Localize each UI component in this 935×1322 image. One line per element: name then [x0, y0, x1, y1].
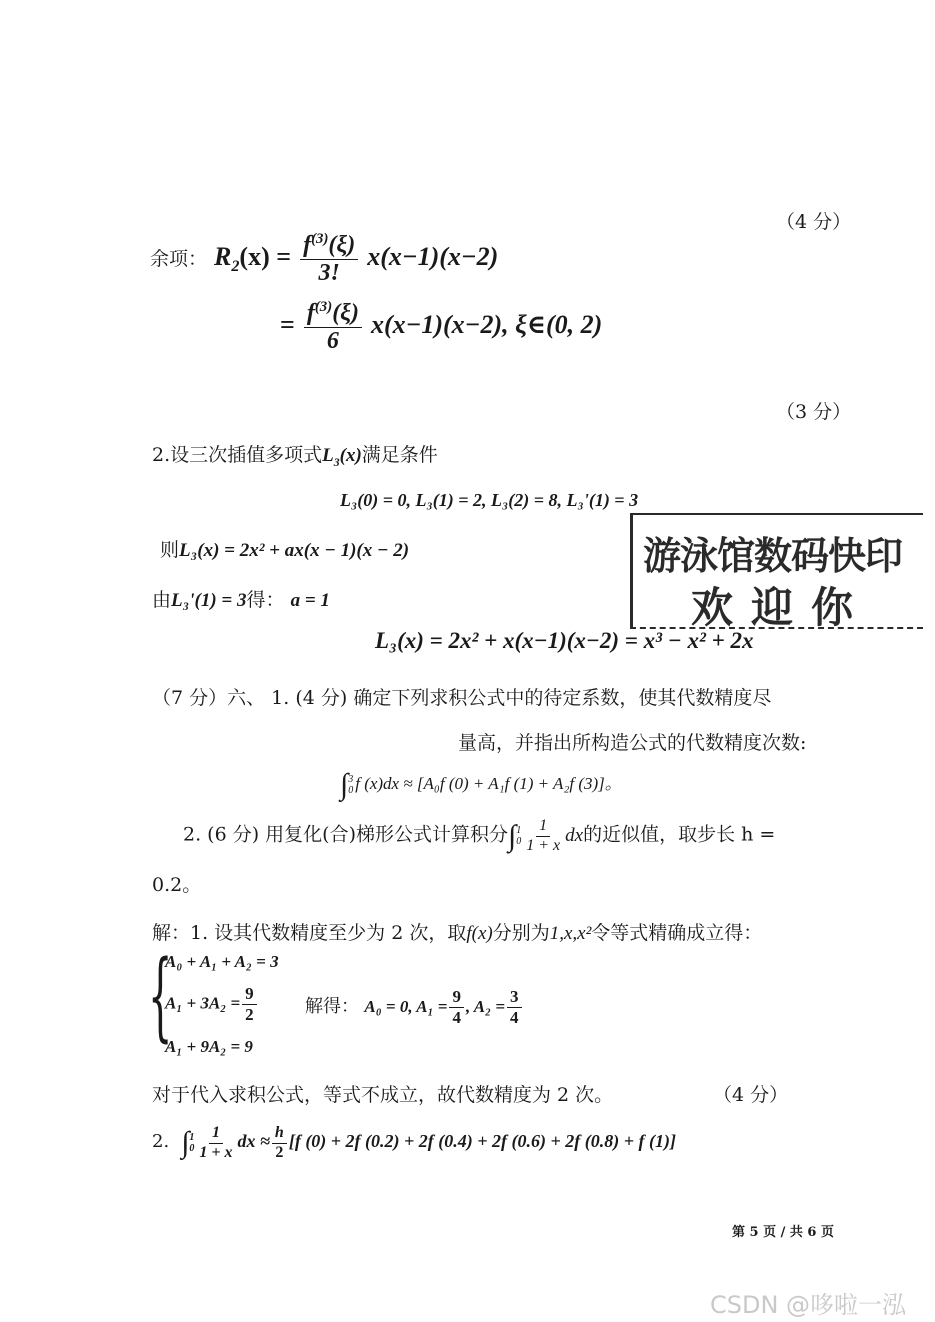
solution-result: 解得： A₀ = 0, A₁ = $\frac{9}{4}$ , A₂ = $\frac{3}{4}$: [305, 988, 524, 1027]
solution-line-1: 解：1. 设其代数精度至少为 2 次，取f(x)分别为1,x,x²令等式精确成立得：: [152, 922, 763, 944]
solution-conclusion: 对于代入求积公式，等式不成立，故代数精度为 2 次。: [152, 1084, 614, 1106]
system-eq-3: A₁ + 9A₂ = 9: [165, 1037, 253, 1056]
remainder-fraction-1: $\frac{f^{(3)}(\xi)}{3!}$: [300, 232, 358, 286]
score-label: （4 分）: [713, 1084, 789, 1106]
q2-intro: 2.设三次插值多项式$L_3(x)$满足条件: [152, 444, 438, 469]
remainder-tail-2: x(x−1)(x−2), ξ∈(0, 2): [370, 310, 603, 340]
equation-system-brace: {: [148, 940, 173, 1052]
score-label: （3 分）: [776, 401, 852, 423]
sec6-q2-line-2: 0.2。: [152, 874, 202, 896]
csdn-watermark: CSDN @哆啦一泓: [710, 1291, 907, 1319]
sec6-line-1: （7 分）六、 1. (4 分) 确定下列求积公式中的待定系数，使其代数精度尽: [152, 687, 772, 709]
print-shop-stamp: [630, 513, 923, 632]
remainder-lhs: $R_2(x)$ =: [214, 242, 292, 276]
q2-then-line: 则L₃(x) = 2x² + ax(x − 1)(x − 2): [160, 539, 410, 561]
equals-sign: =: [280, 310, 295, 340]
stamp-line-1: 游泳馆数码快印: [643, 534, 903, 578]
q2-final-formula: L₃(x) = 2x² + x(x−1)(x−2) = x³ − x² + 2x: [375, 628, 754, 653]
system-eq-2: A₁ + 3A₂ = $\frac{9}{2}$: [165, 985, 259, 1024]
integral-sign: ∫: [181, 1126, 190, 1160]
remainder-label: 余项：: [150, 248, 208, 271]
system-eq-1: A₀ + A₁ + A₂ = 3: [165, 952, 279, 971]
q2-conditions: L₃(0) = 0, L₃(1) = 2, L₃(2) = 8, L₃'(1) = 3: [340, 490, 639, 510]
remainder-line-1: [150, 232, 498, 286]
quadrature-formula: ∫ 3 0 f (x)dx ≈ [A₀f (0) + A₁f (1) + A₂f (3)]。: [340, 768, 622, 801]
q2-by-line: 由L₃'(1) = 3得： a = 1: [152, 589, 330, 611]
page-footer: 第 5 页 / 共 6 页: [732, 1225, 834, 1240]
remainder-fraction-2: $\frac{f^{(3)}(\xi)}{6}$: [304, 300, 362, 354]
integral-sign: ∫: [340, 768, 349, 801]
integral-sign: ∫: [508, 819, 517, 853]
stamp-line-2: 欢迎你: [691, 583, 872, 632]
remainder-tail-1: x(x−1)(x−2): [367, 242, 499, 272]
sec6-line-2: 量高，并指出所构造公式的代数精度次数:: [458, 732, 807, 754]
sec6-q2-line: 2. (6 分) 用复化(合)梯形公式计算积分∫ 1 0 $\frac{1}{1 + x}$ dx的近似值，取步长 h =: [183, 817, 776, 854]
trapezoid-formula: 2. ∫ 1 0 $\frac{1}{1 + x}$ dx ≈ $\frac{h}{2}$ [f (0) + 2f (0.2) + 2f (0.4) + 2f (0.6) + 2f (0.8) + f (1)]: [152, 1124, 676, 1161]
score-label: （4 分）: [776, 211, 852, 233]
remainder-line-2: [280, 300, 602, 354]
